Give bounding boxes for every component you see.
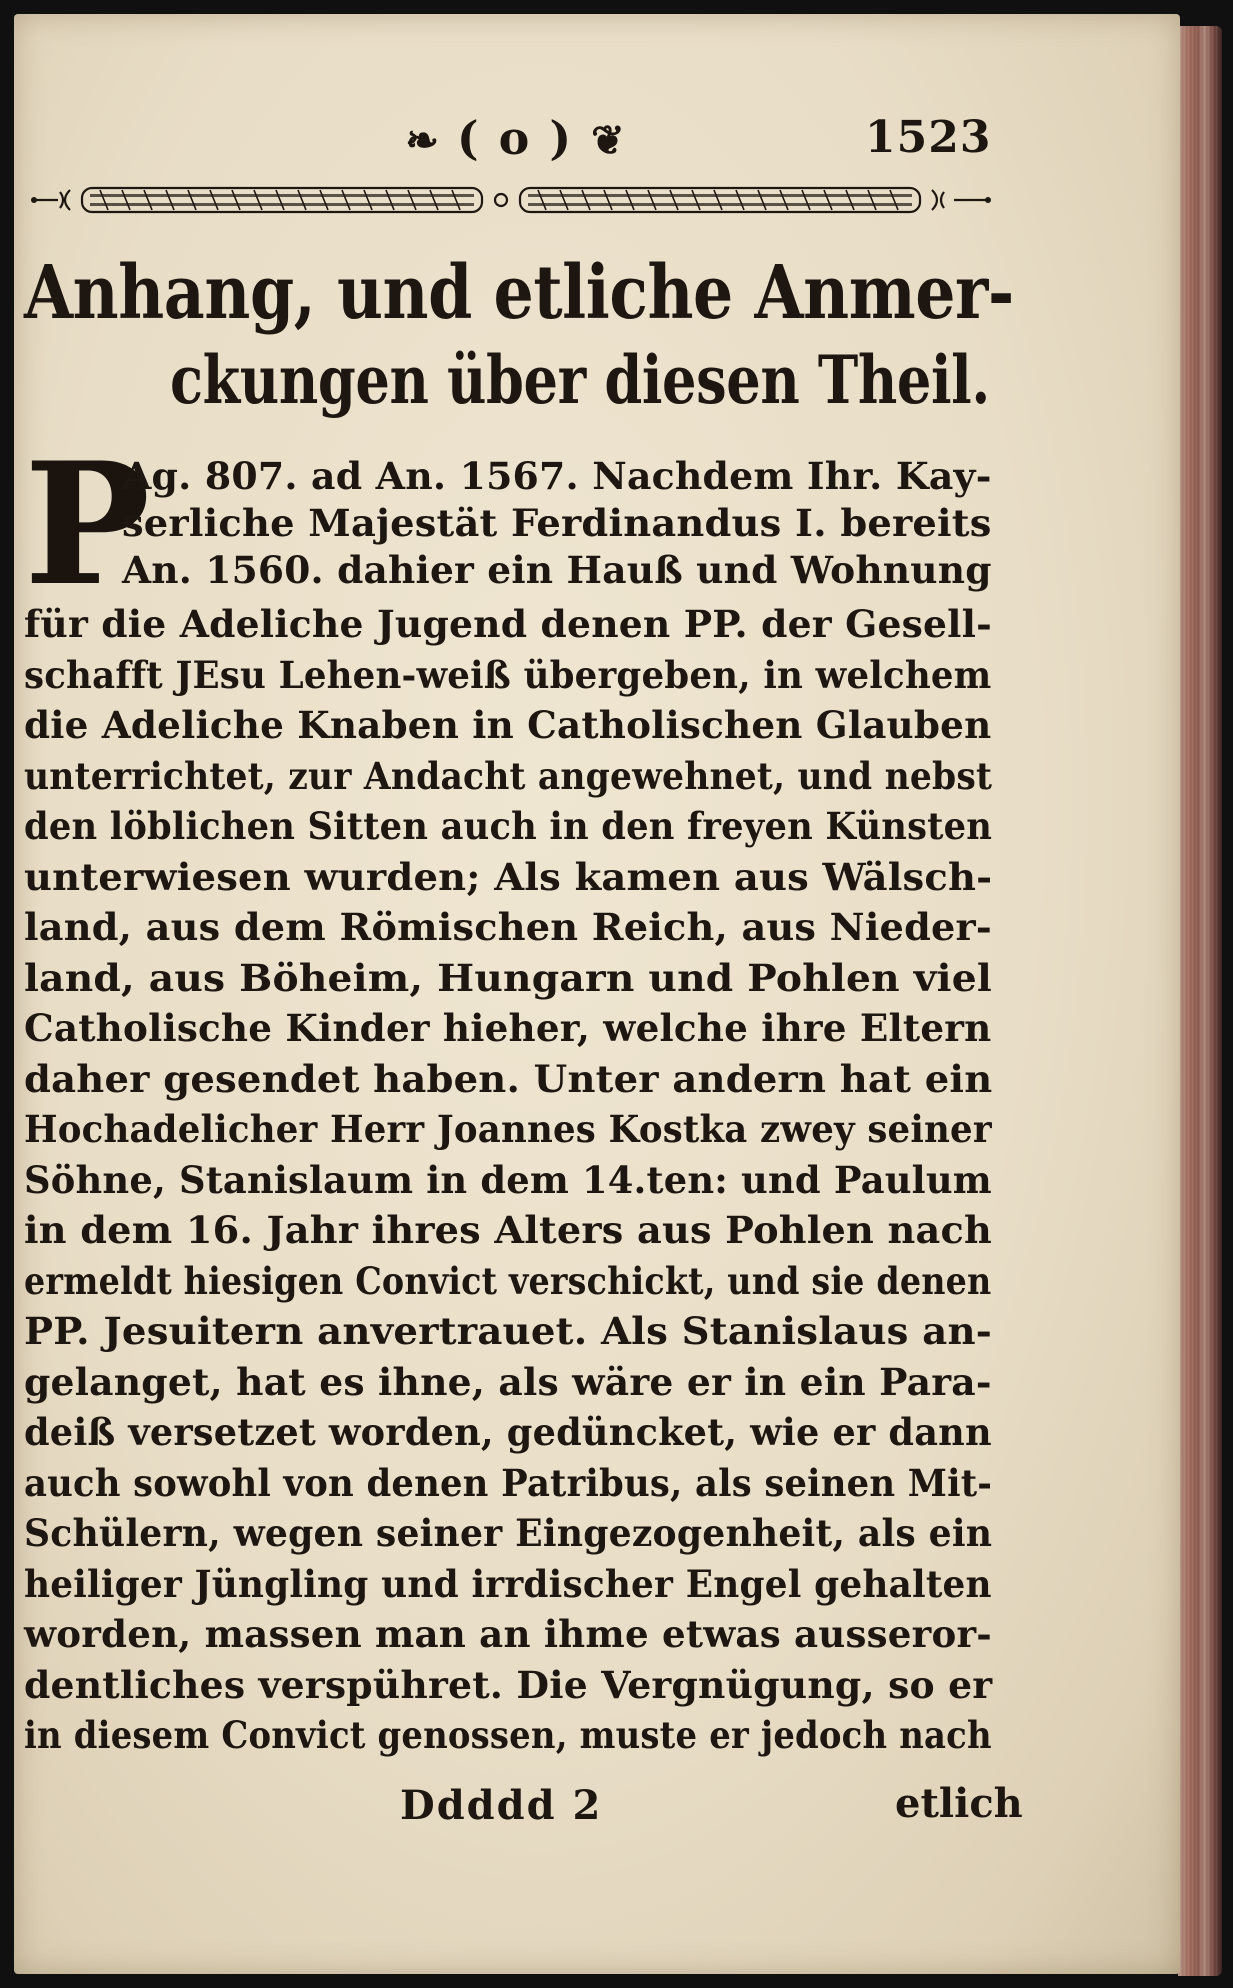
page-edge-texture — [1180, 26, 1220, 1976]
catchword: etlich — [895, 1780, 1023, 1827]
body-line: worden, massen man an ihme etwas ausseror- — [24, 1612, 992, 1656]
body-line: den löblichen Sitten auch in den freyen Künsten — [24, 804, 993, 848]
body-line: PP. Jesuitern anvertrauet. Als Stanislaus an- — [24, 1309, 993, 1353]
body-line: Ag. 807. ad An. 1567. Nachdem Ihr. Kay- — [122, 454, 992, 498]
body-line: schafft JEsu Lehen-weiß übergeben, in welchem — [24, 652, 992, 697]
body-line: land, aus Böheim, Hungarn und Pohlen viel — [24, 955, 993, 1000]
body-line: die Adeliche Knaben in Catholischen Glauben — [24, 703, 992, 747]
body-line: in diesem Convict genossen, muste er jedoch nach — [24, 1713, 992, 1757]
page-number: 1523 — [865, 112, 992, 163]
body-line: dentliches verspühret. Die Vergnügung, so er — [24, 1662, 993, 1707]
body-line: heiliger Jüngling und irrdischer Engel gehalten — [24, 1561, 992, 1606]
chapter-title-line-1: Anhang, und etliche Anmer- — [24, 250, 1014, 336]
body-line: Hochadelicher Herr Joannes Kostka zwey seiner — [24, 1107, 992, 1151]
fleuron-right-icon: ❦ — [591, 117, 625, 164]
body-line: in dem 16. Jahr ihres Alters aus Pohlen nach — [24, 1208, 993, 1252]
body-line: land, aus dem Römischen Reich, aus Nieder- — [24, 905, 992, 949]
body-line: gelanget, hat es ihne, als wäre er in ein Para- — [24, 1359, 992, 1404]
body-line: Söhne, Stanislaum in dem 14.ten: und Paulum — [24, 1157, 992, 1202]
body-line: für die Adeliche Jugend denen PP. der Gesell- — [24, 602, 992, 646]
signature-mark: Ddddd 2 — [400, 1782, 603, 1829]
ornamental-rule — [30, 180, 992, 220]
fleuron-left-icon: ❧ — [405, 117, 439, 164]
chapter-title-line-2: ckungen über diesen Theil. — [170, 341, 990, 419]
drop-cap: P — [24, 425, 151, 623]
body-line: deiß versetzet worden, gedüncket, wie er dann — [24, 1410, 992, 1454]
body-line: Catholische Kinder hieher, welche ihre Eltern — [24, 1006, 992, 1050]
body-line: An. 1560. dahier ein Hauß und Wohnung — [122, 548, 992, 592]
body-line: daher gesendet haben. Unter andern hat ein — [24, 1056, 993, 1101]
header-marker: ( o ) — [456, 111, 574, 165]
body-line: auch sowohl von denen Patribus, als seinen Mit- — [24, 1460, 993, 1505]
body-line: unterrichtet, zur Andacht angewehnet, und nebst — [24, 753, 993, 798]
body-line: unterwiesen wurden; Als kamen aus Wälsch- — [24, 854, 993, 899]
header-ornament — [325, 108, 705, 168]
body-line: serliche Majestät Ferdinandus I. bereits — [122, 501, 992, 545]
page-header — [20, 108, 1170, 168]
body-line: Schülern, wegen seiner Eingezogenheit, als ein — [24, 1511, 993, 1555]
body-line: ermeldt hiesigen Convict verschickt, und sie denen — [24, 1258, 992, 1303]
